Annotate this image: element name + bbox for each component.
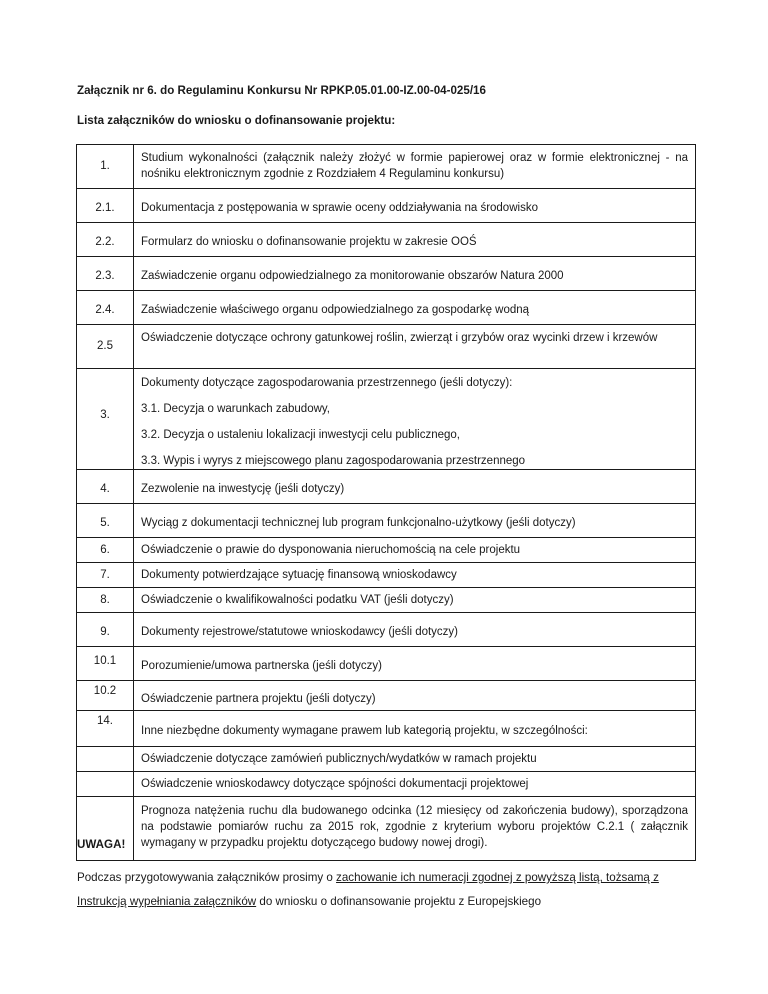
- row-number: [84, 772, 126, 776]
- row-text: Dokumentacja z postępowania w sprawie oceny oddziaływania na środowisko: [141, 202, 538, 214]
- row-text: Oświadczenie partnera projektu (jeśli dotyczy): [141, 693, 376, 705]
- row-text: Oświadczenie wnioskodawcy dotyczące spójności dokumentacji projektowej: [141, 778, 529, 790]
- table-row: [77, 291, 696, 325]
- row-text: Oświadczenie o kwalifikowalności podatku VAT (jeśli dotyczy): [141, 594, 454, 606]
- row-number: 2.5: [97, 340, 113, 352]
- row-number: 6.: [100, 544, 110, 556]
- sub-item: 3.2. Decyzja o ustaleniu lokalizacji inwestycji celu publicznego,: [141, 429, 460, 441]
- row-text: Zezwolenie na inwestycję (jeśli dotyczy): [141, 483, 345, 495]
- row-number: 3.: [100, 409, 110, 421]
- note-underlined: zachowanie ich numeracji zgodnej z powyższą listą, tożsamą z Instrukcją wypełniania załączników: [77, 871, 659, 908]
- row-number: 10.2: [93, 685, 117, 697]
- table-row: [77, 538, 696, 563]
- row-number: [84, 747, 126, 751]
- row-number: 2.3.: [95, 270, 115, 282]
- row-text: Wyciąg z dokumentacji technicznej lub program funkcjonalno-użytkowy (jeśli dotyczy): [141, 517, 576, 529]
- row-number: 4.: [100, 483, 110, 495]
- attachments-table: [76, 144, 696, 861]
- table-row: [77, 470, 696, 504]
- table-row: [77, 223, 696, 257]
- row-text: Oświadczenie dotyczące ochrony gatunkowej roślin, zwierząt i grzybów oraz wycinki drzew i krzewów: [141, 332, 658, 344]
- table-row: [77, 257, 696, 291]
- row-number: 14.: [97, 715, 113, 727]
- sub-item: 3.3. Wypis i wyrys z miejscowego planu zagospodarowania przestrzennego: [141, 455, 526, 467]
- row-number: 10.1: [93, 655, 117, 667]
- row-text: Oświadczenie dotyczące zamówień publicznych/wydatków w ramach projektu: [141, 753, 537, 765]
- note-paragraph: [77, 866, 697, 914]
- row-text: Dokumenty potwierdzające sytuację finansową wnioskodawcy: [141, 569, 457, 581]
- row-text: Zaświadczenie organu odpowiedzialnego za monitorowanie obszarów Natura 2000: [141, 270, 564, 282]
- row-number: 8.: [100, 594, 110, 606]
- row-text: Oświadczenie o prawie do dysponowania nieruchomością na cele projektu: [141, 544, 521, 556]
- row-text: Studium wykonalności (załącznik należy złożyć w formie papierowej oraz w formie elektronicznej - na nośniku elektronicznym zgodnie z Rozdziałem 4 Regulaminu konkursu): [141, 152, 688, 180]
- table-row: [77, 681, 696, 711]
- table-row: [77, 613, 696, 647]
- warning-label: UWAGA!: [77, 838, 126, 851]
- table-row: [77, 647, 696, 681]
- table-row: [77, 711, 696, 747]
- row-number: 1.: [100, 160, 110, 172]
- table-row: [77, 369, 696, 470]
- table-row: [77, 747, 696, 772]
- table-row: [77, 325, 696, 369]
- table-row: [77, 145, 696, 189]
- row-text: Porozumienie/umowa partnerska (jeśli dotyczy): [141, 660, 382, 672]
- table-row: [77, 772, 696, 797]
- row-text: Formularz do wniosku o dofinansowanie projektu w zakresie OOŚ: [141, 236, 477, 248]
- row-text: Dokumenty dotyczące zagospodarowania przestrzennego (jeśli dotyczy):: [141, 377, 513, 389]
- row-text: Prognoza natężenia ruchu dla budowanego odcinka (12 miesięcy od zakończenia budowy), sporządzona na podstawie pomiarów ruchu za 2015 rok, zgodnie z kryterium wyboru projektów C.2.1 ( załącznik wymagany w przypadku projektu dotyczącego budowy nowej drogi).: [141, 805, 688, 849]
- table-row: [77, 563, 696, 588]
- row-text: Zaświadczenie właściwego organu odpowiedzialnego za gospodarkę wodną: [141, 304, 530, 316]
- document-subtitle: Lista załączników do wniosku o dofinansowanie projektu:: [77, 114, 396, 127]
- table-row: [77, 504, 696, 538]
- row-number: 2.1.: [95, 202, 115, 214]
- sub-item: 3.1. Decyzja o warunkach zabudowy,: [141, 403, 330, 415]
- row-text: Inne niezbędne dokumenty wymagane prawem lub kategorią projektu, w szczególności:: [141, 725, 588, 737]
- row-text: Dokumenty rejestrowe/statutowe wnioskodawcy (jeśli dotyczy): [141, 626, 459, 638]
- row-number: 9.: [100, 626, 110, 638]
- table-row: [77, 588, 696, 613]
- row-number: 2.4.: [95, 304, 115, 316]
- note-text-end: do wniosku o dofinansowanie projektu z Europejskiego: [256, 895, 542, 908]
- table-row: [77, 797, 696, 861]
- note-text-start: Podczas przygotowywania załączników prosimy o: [77, 871, 337, 884]
- row-number: 5.: [100, 517, 110, 529]
- row-number: 2.2.: [95, 236, 115, 248]
- document-title: Załącznik nr 6. do Regulaminu Konkursu Nr RPKP.05.01.00-IZ.00-04-025/16: [77, 84, 486, 97]
- row-number: 7.: [100, 569, 110, 581]
- table-row: [77, 189, 696, 223]
